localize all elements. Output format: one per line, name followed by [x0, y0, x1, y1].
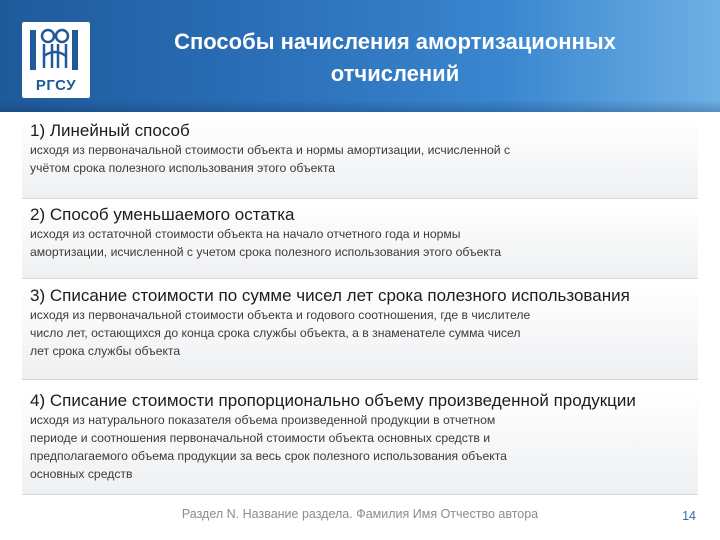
method-block-2: [22, 204, 698, 279]
slide-header: [0, 0, 720, 112]
description-line: амортизации, исчисленной с учетом срока полезного использования этого объекта: [30, 245, 502, 259]
description-line: периоде и соотношения первоначальной стоимости объекта основных средств и: [30, 431, 491, 445]
description-line: число лет, остающихся до конца срока службы объекта, а в знаменателе сумма чисел: [30, 326, 521, 340]
description-line: лет срока службы объекта: [30, 344, 181, 358]
page-number: 14: [682, 509, 696, 523]
title-line-1: Способы начисления амортизационных: [174, 29, 616, 54]
header-shadow: [0, 100, 720, 112]
footer-section-label: Раздел N. Название раздела. Фамилия Имя Отчество автора: [181, 507, 539, 521]
method-heading: 3) Списание стоимости по сумме чисел лет срока полезного использования: [30, 286, 630, 305]
method-heading: 2) Способ уменьшаемого остатка: [30, 205, 295, 224]
logo-text: РГСУ: [35, 77, 77, 94]
description-line: основных средств: [30, 467, 133, 481]
description-line: предполагаемого объема продукции за весь срок полезного использования объекта: [30, 449, 507, 463]
title-line-2: отчислений: [330, 61, 460, 86]
method-description: [22, 141, 698, 177]
rgsu-logo: [22, 22, 90, 98]
method-block-1: [22, 120, 698, 199]
description-line: исходя из первоначальной стоимости объекта и годового соотношения, где в числителе: [30, 308, 531, 322]
method-description: [22, 306, 698, 360]
method-block-4: [22, 390, 698, 495]
description-line: исходя из первоначальной стоимости объекта и нормы амортизации, исчисленной с: [30, 143, 511, 157]
method-heading: 1) Линейный способ: [30, 121, 190, 140]
slide-title: [100, 26, 690, 90]
description-line: исходя из натурального показателя объема произведенной продукции в отчетном: [30, 413, 496, 427]
method-heading: 4) Списание стоимости пропорционально объему произведенной продукции: [30, 391, 636, 410]
description-line: учётом срока полезного использования этого объекта: [30, 161, 336, 175]
method-description: [22, 411, 698, 483]
description-line: исходя из остаточной стоимости объекта на начало отчетного года и нормы: [30, 227, 461, 241]
method-block-3: [22, 285, 698, 380]
method-description: [22, 225, 698, 261]
